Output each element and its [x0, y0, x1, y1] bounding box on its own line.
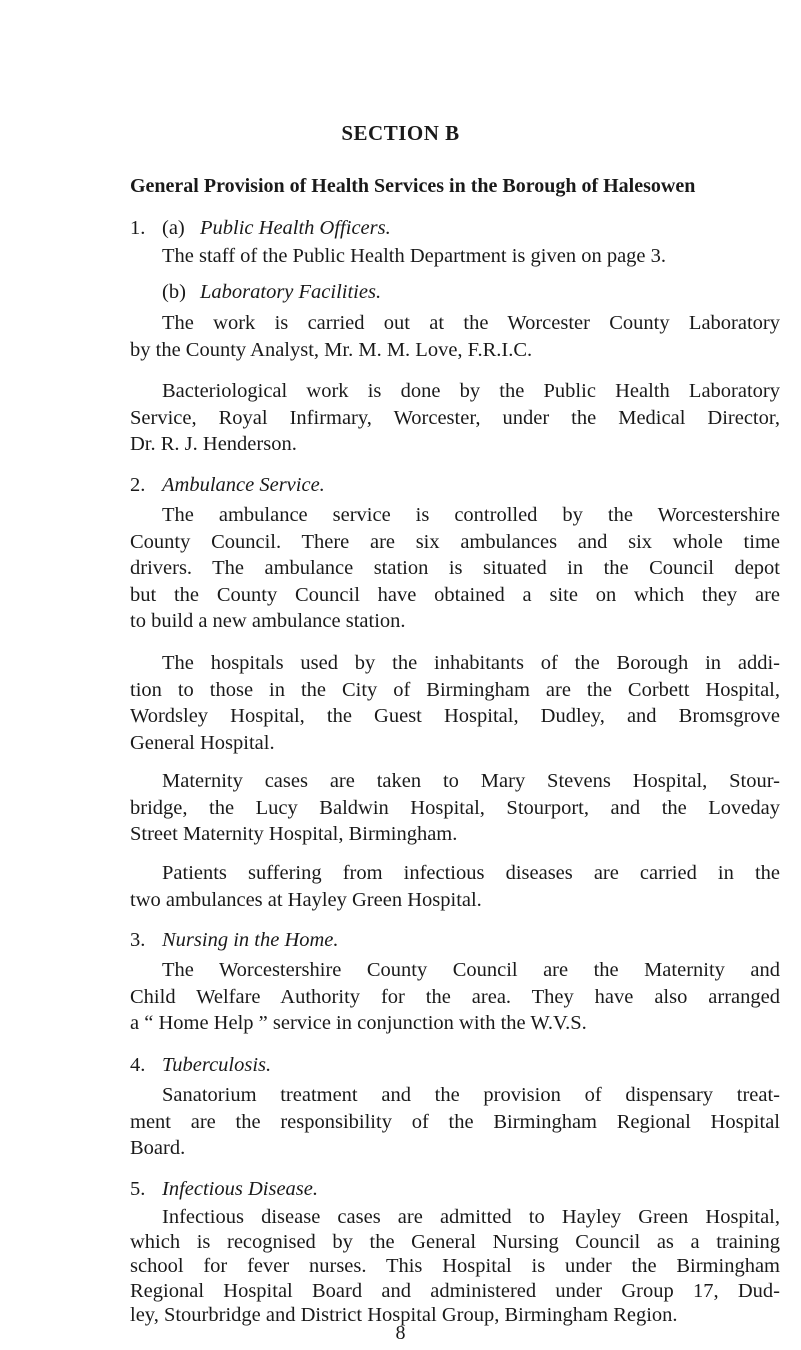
bacteriology-paragraph: Bacteriological work is done by the Public Health Laboratory Service, Royal Infirmary, Worcester, under the Medical Director, Dr. R. J. Henderson. — [130, 380, 780, 455]
item-5-number: 5. — [130, 1178, 146, 1200]
item-3-title: Nursing in the Home. — [162, 929, 339, 951]
item-2-title: Ambulance Service. — [162, 474, 325, 496]
hospitals-paragraph: The hospitals used by the inhabitants of the Borough in addi- tion to those in the City of Birmingham are the Corbett Hospital, Wordsley Hospital, the Guest Hospital, Dudley, and Bromsgrove General Hospital. — [130, 652, 780, 754]
item-4-number: 4. — [130, 1054, 146, 1076]
tuberculosis-paragraph: Sanatorium treatment and the provision of dispensary treat- ment are the responsibility of the Birmingham Regional Hospital Board. — [130, 1084, 780, 1159]
item-1-number: 1. — [130, 217, 146, 239]
item-2-number: 2. — [130, 474, 146, 496]
ambulance-paragraph: The ambulance service is controlled by the Worcestershire County Council. There are six ambulances and six whole time drivers. The ambulance station is situated in the Council depot but the County Council have obtained a site on which they are to build a new ambulance station. — [130, 504, 780, 632]
item-3-number: 3. — [130, 929, 146, 951]
page-number: 8 — [395, 1322, 406, 1344]
section-title: SECTION B — [341, 121, 460, 145]
infectious-transport-paragraph: Patients suffering from infectious diseases are carried in the two ambulances at Hayley Green Hospital. — [130, 862, 780, 911]
item-4-title: Tuberculosis. — [162, 1054, 272, 1076]
item-1b-label: (b) — [162, 281, 186, 303]
nursing-paragraph: The Worcestershire County Council are the Maternity and Child Welfare Authority for the area. They have also arranged a “ Home Help ” service in conjunction with the W.V.S. — [130, 959, 780, 1034]
item-1a-label: (a) — [162, 217, 185, 239]
infectious-disease-paragraph: Infectious disease cases are admitted to Hayley Green Hospital, which is recognised by the General Nursing Council as a training school for fever nurses. This Hospital is under the Birmingham Regional Hospital Board and administered under Group 17, Dud- ley, Stourbridge and District Hospital Group, Birmingham Region. — [130, 1206, 780, 1326]
item-5-title: Infectious Disease. — [162, 1178, 318, 1200]
lab-paragraph: The work is carried out at the Worcester County Laboratory by the County Analyst, Mr. M. M. Love, F.R.I.C. — [130, 312, 780, 361]
item-1b-title: Laboratory Facilities. — [200, 281, 382, 303]
main-heading: General Provision of Health Services in the Borough of Halesowen — [130, 175, 696, 197]
item-1a-text: The staff of the Public Health Department is given on page 3. — [162, 245, 667, 267]
maternity-paragraph: Maternity cases are taken to Mary Stevens Hospital, Stour- bridge, the Lucy Baldwin Hospital, Stourport, and the Loveday Street Maternity Hospital, Birmingham. — [130, 770, 780, 845]
item-1a-title: Public Health Officers. — [200, 217, 391, 239]
